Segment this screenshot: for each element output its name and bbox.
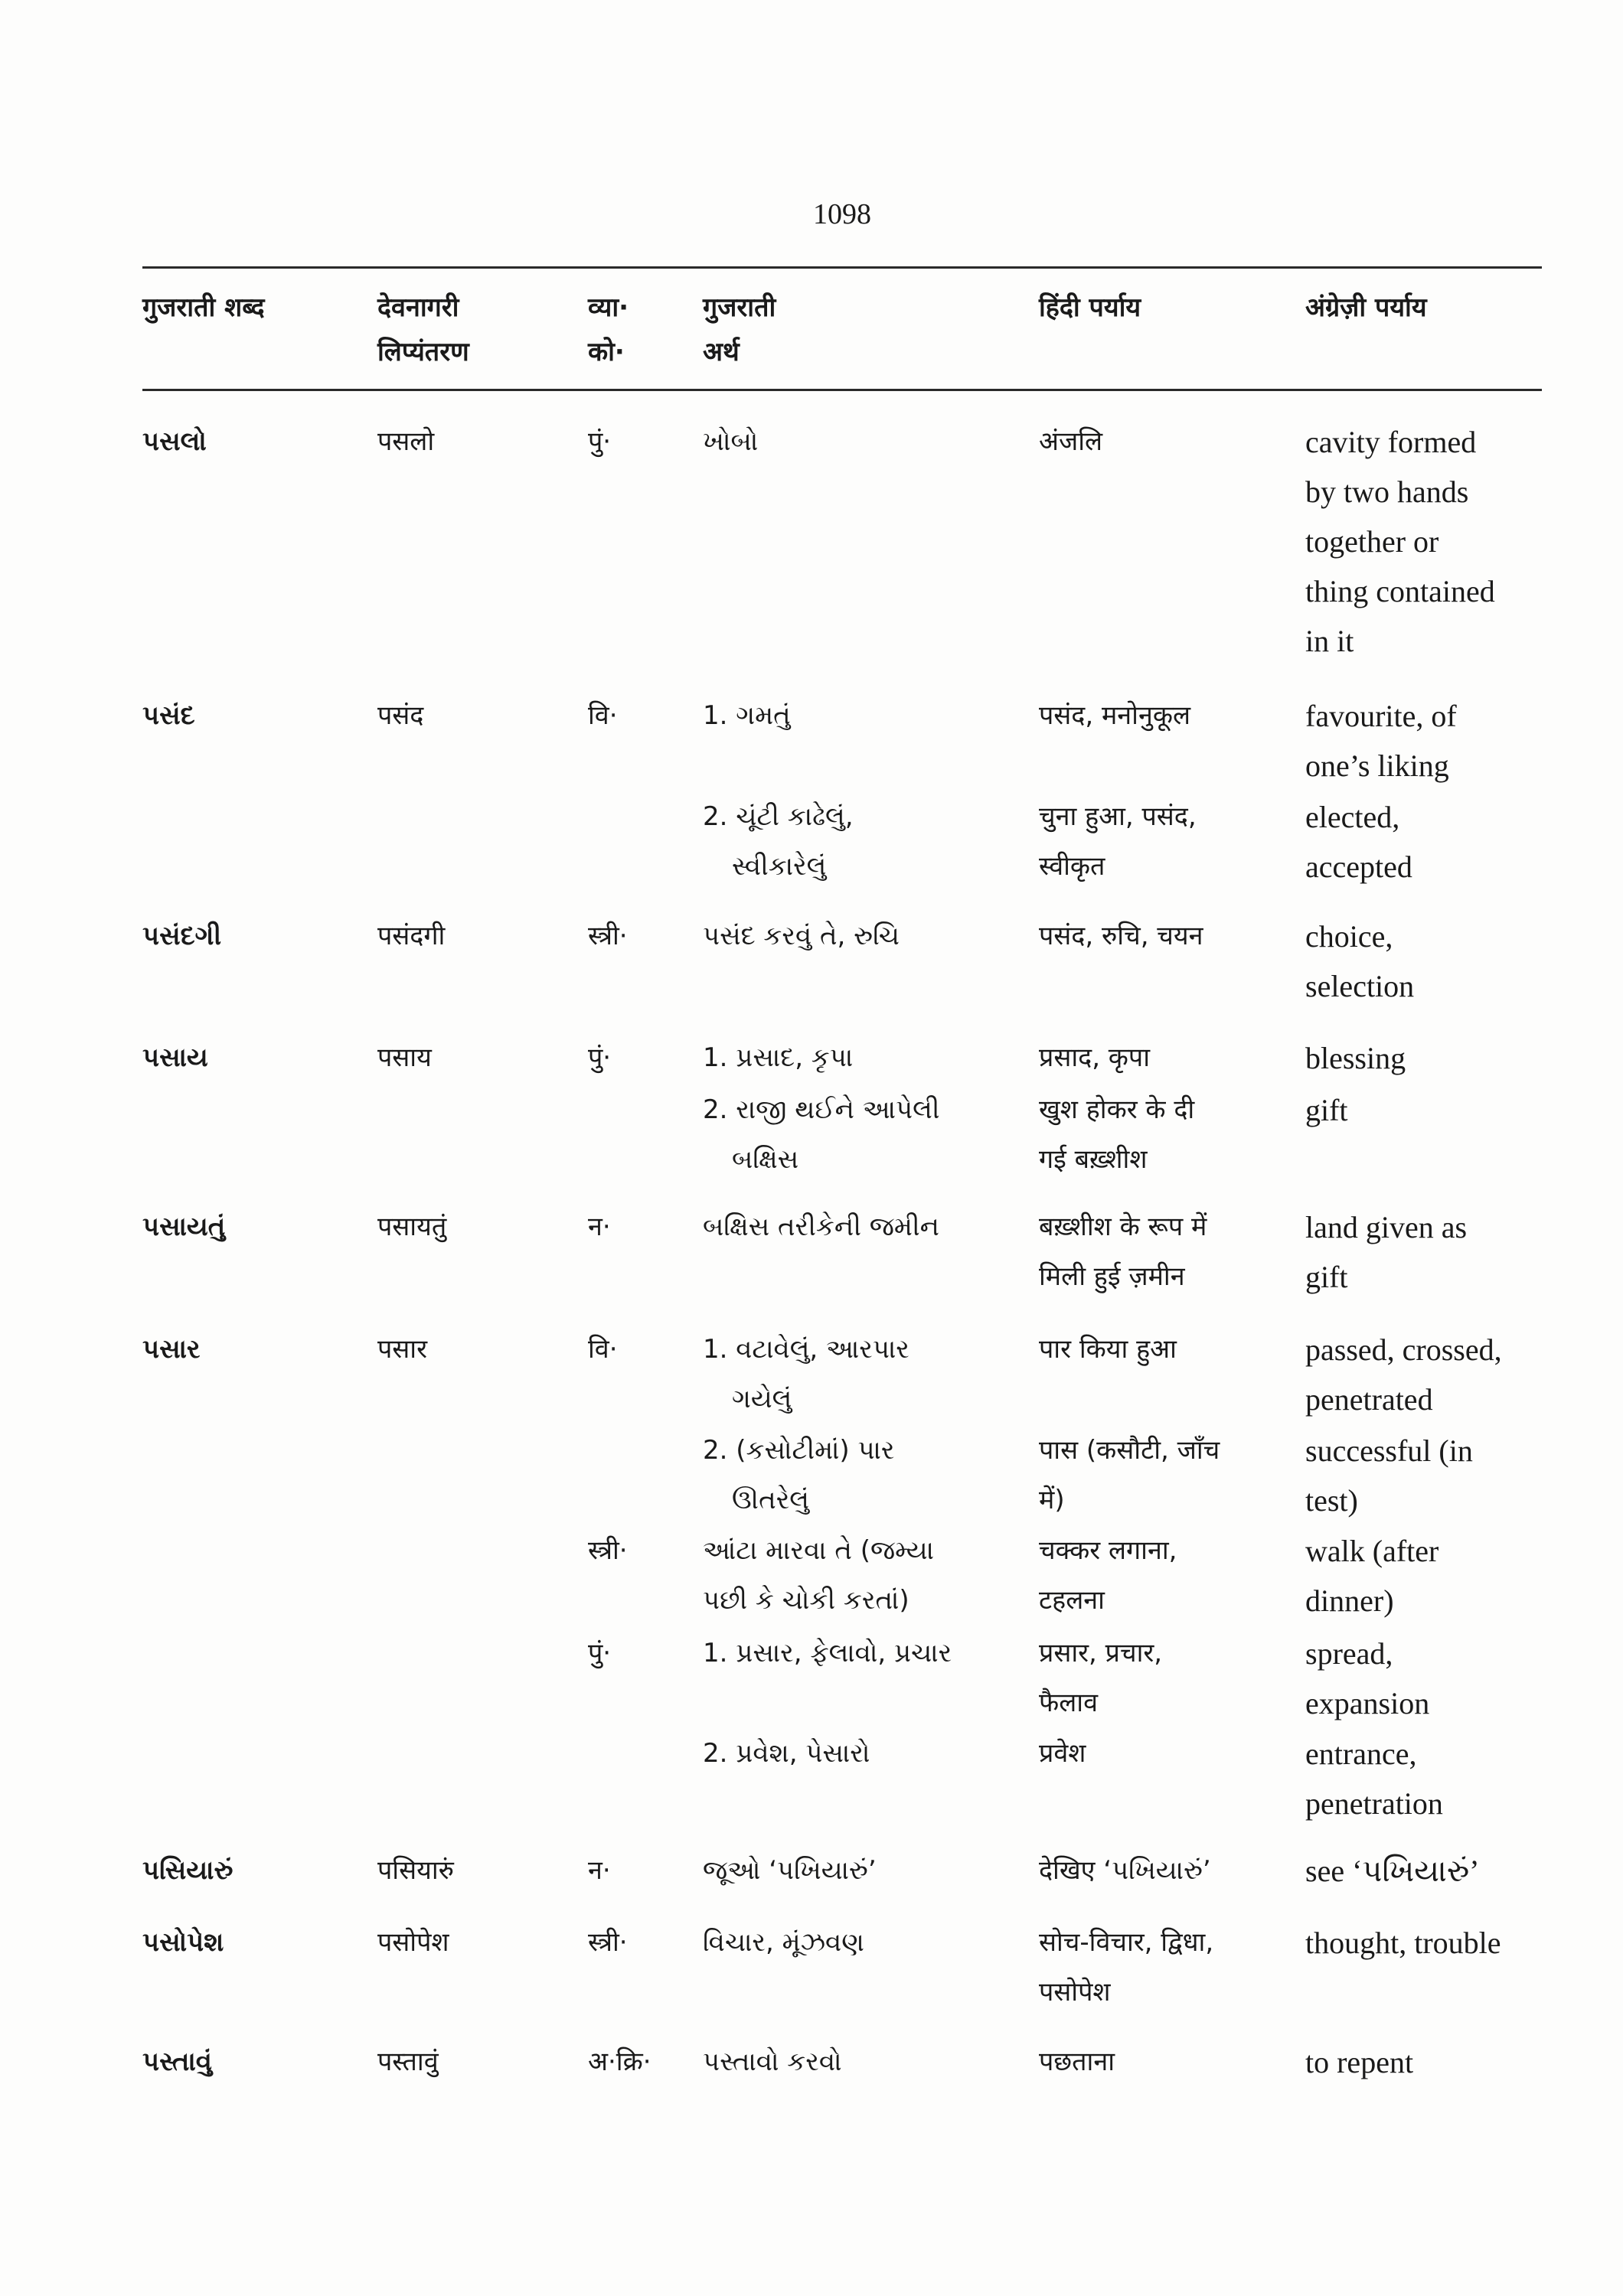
english-equivalent-line: selection bbox=[1305, 969, 1415, 1003]
gujarati-meaning-line: પસ્તાવો કરવો bbox=[703, 2047, 842, 2077]
english-equivalent-line: thought, trouble bbox=[1305, 1926, 1501, 1960]
header-grammar-line1: व्या· bbox=[588, 292, 629, 323]
devanagari-transliteration: पसाय bbox=[377, 1042, 432, 1073]
hindi-equivalent bbox=[1039, 1846, 1211, 1896]
english-equivalent-line: test) bbox=[1305, 1483, 1358, 1518]
gujarati-meaning bbox=[703, 1426, 894, 1525]
hindi-equivalent bbox=[1039, 912, 1203, 961]
hindi-equivalent-line: प्रवेश bbox=[1039, 1738, 1086, 1769]
gujarati-meaning bbox=[703, 691, 791, 741]
grammar-label: न· bbox=[588, 1855, 611, 1886]
gujarati-meaning bbox=[703, 1033, 853, 1083]
gujarati-meaning bbox=[703, 1085, 940, 1185]
gujarati-meaning bbox=[703, 1729, 870, 1779]
english-equivalent bbox=[1305, 1729, 1443, 1828]
headword: પસાયતું bbox=[142, 1212, 226, 1242]
english-equivalent-line: land given as bbox=[1305, 1210, 1468, 1244]
hindi-equivalent-line: देखिए ‘પખિયારું’ bbox=[1039, 1855, 1211, 1886]
grammar-label: न· bbox=[588, 1212, 611, 1242]
grammar-label: स्त्री· bbox=[588, 921, 628, 951]
hindi-equivalent-line: में) bbox=[1039, 1485, 1065, 1515]
english-equivalent bbox=[1305, 417, 1495, 666]
english-equivalent-line: expansion bbox=[1305, 1686, 1430, 1720]
hindi-equivalent-line: चुना हुआ, पसंद, bbox=[1039, 801, 1197, 832]
hindi-equivalent bbox=[1039, 2037, 1115, 2087]
hindi-equivalent-line: गई बख़्शीश bbox=[1039, 1144, 1148, 1175]
header-gujarati-meaning-line2: अर्थ bbox=[703, 337, 740, 367]
gujarati-meaning bbox=[703, 1629, 952, 1678]
headword: પસંદ bbox=[142, 700, 195, 731]
gujarati-meaning-line: 2. ચૂંટી કાઢેલું, bbox=[703, 801, 854, 832]
grammar-label: पुं· bbox=[588, 1638, 612, 1668]
header-grammar bbox=[588, 285, 629, 374]
headword: પસલો bbox=[142, 426, 207, 457]
headword: પસાય bbox=[142, 1042, 208, 1073]
gujarati-meaning bbox=[703, 1918, 864, 1968]
english-equivalent-line: to repent bbox=[1305, 2045, 1414, 2079]
grammar-label: अ·क्रि· bbox=[588, 2047, 651, 2077]
english-equivalent bbox=[1305, 1202, 1467, 1302]
english-equivalent-line: one’s liking bbox=[1305, 748, 1449, 783]
hindi-equivalent-line: प्रसाद, कृपा bbox=[1039, 1042, 1151, 1073]
grammar-label: वि· bbox=[588, 1334, 618, 1365]
gujarati-meaning-line: ઊતરેલું bbox=[732, 1485, 809, 1515]
english-equivalent-line: accepted bbox=[1305, 850, 1412, 884]
grammar-label: पुं· bbox=[588, 426, 612, 457]
english-equivalent-line: choice, bbox=[1305, 919, 1393, 954]
gujarati-meaning bbox=[703, 2037, 842, 2087]
hindi-equivalent bbox=[1039, 1085, 1194, 1185]
headword: પસાર bbox=[142, 1334, 201, 1365]
gujarati-meaning-line: જૂઓ ‘પખિયારું’ bbox=[703, 1855, 877, 1886]
header-grammar-line2: को· bbox=[588, 337, 625, 367]
headword: પસ્તાવું bbox=[142, 2047, 212, 2077]
hindi-equivalent-line: पास (कसौटी, जाँच bbox=[1039, 1435, 1220, 1466]
headword: પસોપેશ bbox=[142, 1927, 224, 1958]
hindi-equivalent bbox=[1039, 1629, 1162, 1728]
english-equivalent bbox=[1305, 1846, 1479, 1896]
devanagari-transliteration: पसार bbox=[377, 1334, 428, 1365]
hindi-equivalent bbox=[1039, 417, 1102, 467]
devanagari-transliteration: पस्तावुं bbox=[377, 2047, 439, 2077]
table-header-rule bbox=[142, 389, 1542, 391]
hindi-equivalent bbox=[1039, 792, 1197, 892]
gujarati-meaning bbox=[703, 792, 854, 892]
english-equivalent bbox=[1305, 1426, 1473, 1525]
english-equivalent-line: entrance, bbox=[1305, 1737, 1417, 1771]
header-devanagari-line1: देवनागरी bbox=[377, 292, 459, 323]
devanagari-transliteration: पसंद bbox=[377, 700, 424, 731]
gujarati-meaning-line: 1. વટાવેલું, આરપાર bbox=[703, 1334, 909, 1365]
header-devanagari bbox=[377, 285, 469, 374]
gujarati-meaning-line: 2. (કસોટીમાં) પાર bbox=[703, 1435, 895, 1466]
hindi-equivalent-line: पसोपेश bbox=[1039, 1977, 1111, 2007]
english-equivalent bbox=[1305, 912, 1414, 1011]
gujarati-meaning-line: બક્ષિસ bbox=[732, 1144, 799, 1175]
english-equivalent bbox=[1305, 1526, 1438, 1626]
table-top-rule bbox=[142, 266, 1542, 269]
devanagari-transliteration: पसियारुं bbox=[377, 1855, 454, 1886]
hindi-equivalent-line: बख़्शीश के रूप में bbox=[1039, 1212, 1207, 1242]
hindi-equivalent-line: पार किया हुआ bbox=[1039, 1334, 1177, 1365]
english-equivalent-line: blessing bbox=[1305, 1041, 1406, 1075]
gujarati-meaning bbox=[703, 1526, 934, 1626]
english-equivalent bbox=[1305, 1325, 1502, 1424]
english-equivalent-line: in it bbox=[1305, 624, 1354, 658]
english-equivalent-line: gift bbox=[1305, 1260, 1348, 1294]
gujarati-meaning-line: પછી કે ચોકી કરતાં) bbox=[703, 1585, 909, 1616]
hindi-equivalent bbox=[1039, 1918, 1213, 2017]
hindi-equivalent-line: अंजलि bbox=[1039, 426, 1103, 457]
gujarati-meaning bbox=[703, 912, 900, 961]
gujarati-meaning-line: પસંદ કરવું તે, રુચિ bbox=[703, 921, 900, 951]
devanagari-transliteration: पसंदगी bbox=[377, 921, 446, 951]
english-equivalent-line: penetrated bbox=[1305, 1382, 1433, 1417]
page-number: 1098 bbox=[813, 198, 871, 230]
hindi-equivalent-line: खुश होकर के दी bbox=[1039, 1094, 1195, 1125]
english-equivalent-line: see ‘પખિયારું’ bbox=[1305, 1854, 1480, 1888]
hindi-equivalent-line: चक्कर लगाना, bbox=[1039, 1535, 1177, 1566]
hindi-equivalent bbox=[1039, 1033, 1150, 1083]
english-equivalent-line: by two hands bbox=[1305, 475, 1469, 509]
hindi-equivalent bbox=[1039, 1325, 1177, 1375]
english-equivalent-line: dinner) bbox=[1305, 1583, 1394, 1618]
grammar-label: पुं· bbox=[588, 1042, 612, 1073]
english-equivalent bbox=[1305, 1918, 1501, 1968]
gujarati-meaning-line: આંટા મારવા તે (જમ્યા bbox=[703, 1535, 934, 1566]
header-gujarati-meaning-line1: गुजराती bbox=[703, 292, 776, 323]
gujarati-meaning-line: ખોબો bbox=[703, 426, 759, 457]
gujarati-meaning-line: 2. પ્રવેશ, પેસારો bbox=[703, 1738, 870, 1769]
gujarati-meaning bbox=[703, 417, 758, 467]
hindi-equivalent-line: पसंद, रुचि, चयन bbox=[1039, 921, 1203, 951]
hindi-equivalent-line: सोच-विचार, द्विधा, bbox=[1039, 1927, 1214, 1958]
gujarati-meaning-line: 2. રાજી થઈને આપેલી bbox=[703, 1094, 940, 1125]
english-equivalent-line: walk (after bbox=[1305, 1534, 1439, 1568]
gujarati-meaning-line: 1. ગમતું bbox=[703, 700, 791, 731]
english-equivalent bbox=[1305, 1033, 1406, 1083]
header-hindi: हिंदी पर्याय bbox=[1039, 292, 1141, 323]
english-equivalent-line: gift bbox=[1305, 1093, 1348, 1127]
grammar-label: स्त्री· bbox=[588, 1535, 628, 1566]
devanagari-transliteration: पसलो bbox=[377, 426, 435, 457]
hindi-equivalent bbox=[1039, 1202, 1207, 1302]
english-equivalent-line: thing contained bbox=[1305, 574, 1495, 608]
grammar-label: वि· bbox=[588, 700, 618, 731]
gujarati-meaning-line: વિચાર, મૂંઝવણ bbox=[703, 1927, 864, 1958]
english-equivalent-line: successful (in bbox=[1305, 1433, 1473, 1468]
hindi-equivalent-line: पछताना bbox=[1039, 2047, 1115, 2077]
english-equivalent bbox=[1305, 1629, 1429, 1728]
devanagari-transliteration: पसायतुं bbox=[377, 1212, 447, 1242]
english-equivalent-line: elected, bbox=[1305, 800, 1400, 834]
english-equivalent-line: penetration bbox=[1305, 1786, 1443, 1821]
gujarati-meaning bbox=[703, 1202, 939, 1252]
hindi-equivalent-line: मिली हुई ज़मीन bbox=[1039, 1261, 1185, 1292]
hindi-equivalent bbox=[1039, 1729, 1086, 1779]
gujarati-meaning-line: સ્વીકારેલું bbox=[732, 851, 827, 882]
hindi-equivalent-line: स्वीकृत bbox=[1039, 851, 1105, 882]
headword: પસિયારું bbox=[142, 1855, 233, 1886]
headword: પસંદગી bbox=[142, 921, 222, 951]
hindi-equivalent-line: फैलाव bbox=[1039, 1688, 1098, 1718]
english-equivalent bbox=[1305, 691, 1457, 791]
hindi-equivalent-line: टहलना bbox=[1039, 1585, 1105, 1616]
header-gujarati-meaning bbox=[703, 285, 776, 374]
hindi-equivalent bbox=[1039, 1526, 1177, 1626]
gujarati-meaning-line: ગયેલું bbox=[732, 1384, 792, 1414]
english-equivalent-line: together or bbox=[1305, 524, 1439, 559]
english-equivalent-line: cavity formed bbox=[1305, 425, 1477, 459]
header-gujarati-word: गुजराती शब्द bbox=[142, 292, 265, 323]
header-devanagari-line2: लिप्यंतरण bbox=[377, 337, 469, 367]
gujarati-meaning bbox=[703, 1325, 909, 1424]
gujarati-meaning-line: બક્ષિસ તરીકેની જમીન bbox=[703, 1212, 939, 1242]
devanagari-transliteration: पसोपेश bbox=[377, 1927, 449, 1958]
header-english: अंग्रेज़ी पर्याय bbox=[1305, 292, 1427, 323]
gujarati-meaning bbox=[703, 1846, 877, 1896]
english-equivalent-line: passed, crossed, bbox=[1305, 1332, 1502, 1367]
english-equivalent bbox=[1305, 1085, 1348, 1135]
english-equivalent bbox=[1305, 2037, 1413, 2087]
hindi-equivalent bbox=[1039, 691, 1190, 741]
gujarati-meaning-line: 1. પ્રસાર, ફેલાવો, પ્રચાર bbox=[703, 1638, 952, 1668]
hindi-equivalent-line: पसंद, मनोनुकूल bbox=[1039, 700, 1191, 731]
grammar-label: स्त्री· bbox=[588, 1927, 628, 1958]
gujarati-meaning-line: 1. પ્રસાદ, કૃપા bbox=[703, 1042, 854, 1073]
english-equivalent-line: favourite, of bbox=[1305, 699, 1457, 733]
hindi-equivalent bbox=[1039, 1426, 1220, 1525]
english-equivalent-line: spread, bbox=[1305, 1636, 1393, 1671]
hindi-equivalent-line: प्रसार, प्रचार, bbox=[1039, 1638, 1163, 1668]
english-equivalent bbox=[1305, 792, 1412, 892]
